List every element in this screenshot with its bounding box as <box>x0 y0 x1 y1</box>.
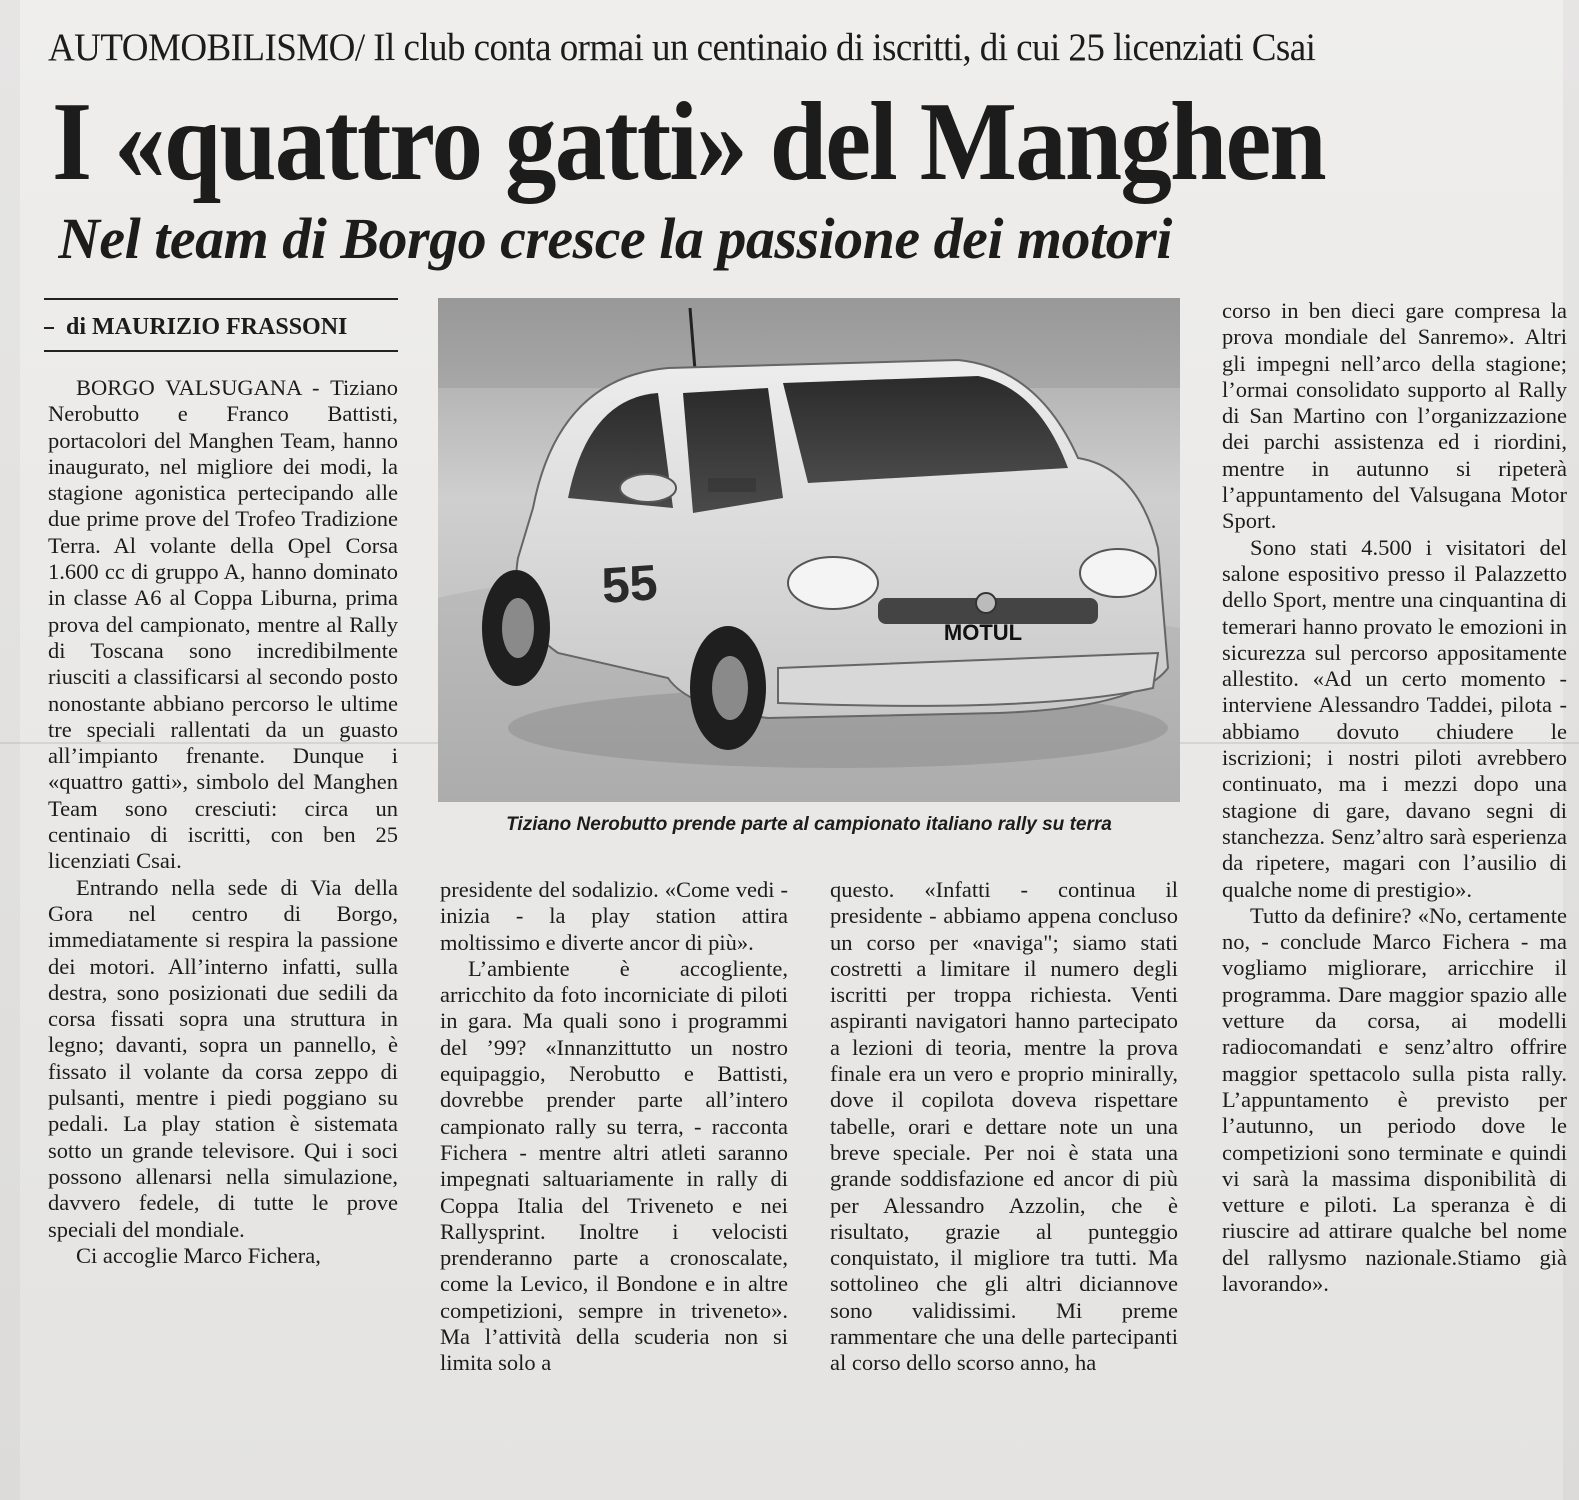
left-headlight <box>788 557 878 609</box>
article-byline <box>44 310 398 344</box>
door-decal <box>708 478 756 492</box>
rear-wheel-rim <box>502 598 534 658</box>
article-column-3 <box>830 877 1178 1485</box>
paragraph: Sono stati 4.500 i visitatori del salone espositivo presso il Palazzetto dello Sport, mentre una cinquantina di temerari hanno provato le emozioni in sicurezza sul percorso appositamente allestito. «Ad un certo momento - interviene Alessandro Taddei, pilota - abbiamo dovuto chiudere le iscrizioni; i nostri piloti avrebbero continuato, ma i mezzi dopo una stagione di gare, davano segni di stanchezza. Senz’altro sarà esperienza da ripetere, magari con l’ausilio di qualche nome di prestigio». <box>1222 534 1567 902</box>
opel-logo <box>976 593 996 613</box>
front-side-window <box>683 388 783 513</box>
car-number: 55 <box>599 554 660 614</box>
rally-car-illustration <box>438 298 1180 802</box>
article-column-1 <box>48 375 398 1485</box>
article-subhead: Nel team di Borgo cresce la passione dei motori <box>58 206 1172 271</box>
article-column-2 <box>440 877 788 1485</box>
bleed-through-left <box>0 0 20 1500</box>
byline-rule-top <box>44 298 398 300</box>
paragraph: L’ambiente è accogliente, arricchito da foto incorniciate di piloti in gara. Ma quali sono i programmi del ’99? «Innanzittutto un nostro equipaggio, Nerobutto e Battisti, dovrebbe prender parte all’intero campionato rally su terra, - racconta Fichera - mentre altri atleti saranno impegnati saltuariamente in rally di Coppa Italia del Triveneto e nei Rallysprint. Inoltre i velocisti prenderanno parte a cronoscalate, come la Levico, il Bondone e in altre competizioni, sempre in triveneto». Ma l’attività della scuderia non si limita solo a <box>440 955 788 1376</box>
paragraph: presidente del sodalizio. «Come vedi - inizia - la play station attira moltissimo e diverte ancor di più». <box>440 877 788 955</box>
paragraph: BORGO VALSUGANA - Tiziano Nerobutto e Franco Battisti, portacolori del Manghen Team, hanno inaugurato, nel migliore dei modi, la stagione agonistica pertecipando alle due prime prove del Trofeo Tradizione Terra. Al volante della Opel Corsa 1.600 cc di gruppo A, hanno dominato in classe A6 al Coppa Liburna, prima prova del campionato, mentre al Rally di Toscana sono incredibilmente riusciti a classificarsi al secondo posto nonostante abbiano percorso le ultime tre speciali rallentati da un guasto all’impianto frenante. Dunque i «quattro gatti», simbolo del Manghen Team sono cresciuti: circa un centinaio di iscritti, con ben 25 licenziati Csai. <box>48 375 398 874</box>
paragraph: Entrando nella sede di Via della Gora nel centro di Borgo, immediatamente si respira la passione dei motori. All’interno infatti, sulla destra, sono posizionati due sedili da corsa fissati sopra una struttura in legno; davanti, sopra un pannello, è fissato il volante da corsa zeppo di pulsanti, mentre i piedi poggiano su pedali. La play station è sistemata sotto un grande televisore. Qui i soci possono allenarsi nella simulazione, davvero fedele, di tutte le prove speciali del mondiale. <box>48 874 398 1242</box>
article-column-4 <box>1222 298 1567 1488</box>
rally-car-photo <box>438 298 1180 802</box>
paragraph: questo. «Infatti - continua il presidente - abbiamo appena concluso un corso per «naviga"; siamo stati costretti a limitare il numero degli iscritti per troppa richiesta. Venti aspiranti navigatori hanno partecipato a lezioni di teoria, mentre la prova finale era un vero e proprio minirally, dove il copilota doveva rispettare tabelle, orari e dettare note un una breve speciale. Per noi è stata una grande soddisfazione ed ancor di più per Alessandro Azzolin, che è risultato, grazie al punteggio conquistato, il migliore tra tutti. Ma sottolineo che gli altri diciannove sono validissimi. Mi preme rammentare che una delle partecipanti al corso dello scorso anno, ha <box>830 877 1178 1376</box>
paragraph: Ci accoglie Marco Fichera, <box>76 1242 321 1268</box>
byline-rule-bottom <box>44 350 398 352</box>
front-wheel-rim <box>712 656 748 720</box>
byline-dash <box>44 327 54 329</box>
photo-caption: Tiziano Nerobutto prende parte al campionato italiano rally su terra <box>506 814 1112 835</box>
article-kicker: AUTOMOBILISMO/ Il club conta ormai un centinaio di iscritti, di cui 25 licenziati Csai <box>48 26 1316 69</box>
right-headlight <box>1080 549 1156 597</box>
byline-text: di MAURIZIO FRASSONI <box>66 314 348 340</box>
article-headline: I «quattro gatti» del Manghen <box>52 80 1325 204</box>
side-mirror <box>620 474 676 502</box>
paragraph: Tutto da definire? «No, certamente no, - conclude Marco Fichera - ma vogliamo migliorare, arricchire il programma. Dare maggior spazio alle vetture da corsa, ai modelli radiocomandati e senz’altro offrire maggior spettacolo sulla pista rally. L’appuntamento è previsto per l’autunno, un periodo dove le competizioni sono terminate e quindi vi sarà la massima disponibilità di vetture e piloti. La speranza è di riuscire ad attirare qualche bel nome del rallysmo nazionale.Stiamo già lavorando». <box>1222 902 1567 1296</box>
paragraph: corso in ben dieci gare compresa la prova mondiale del Sanremo». Altri gli impegni nell’arco della stagione; l’ormai consolidato supporto al Rally di San Martino con l’organizzazione dei parchi assistenza ed i riordini, mentre in autunno si ripeterà l’appuntamento del Valsugana Motor Sport. <box>1222 298 1567 534</box>
sponsor-label: MOTUL <box>943 620 1023 645</box>
